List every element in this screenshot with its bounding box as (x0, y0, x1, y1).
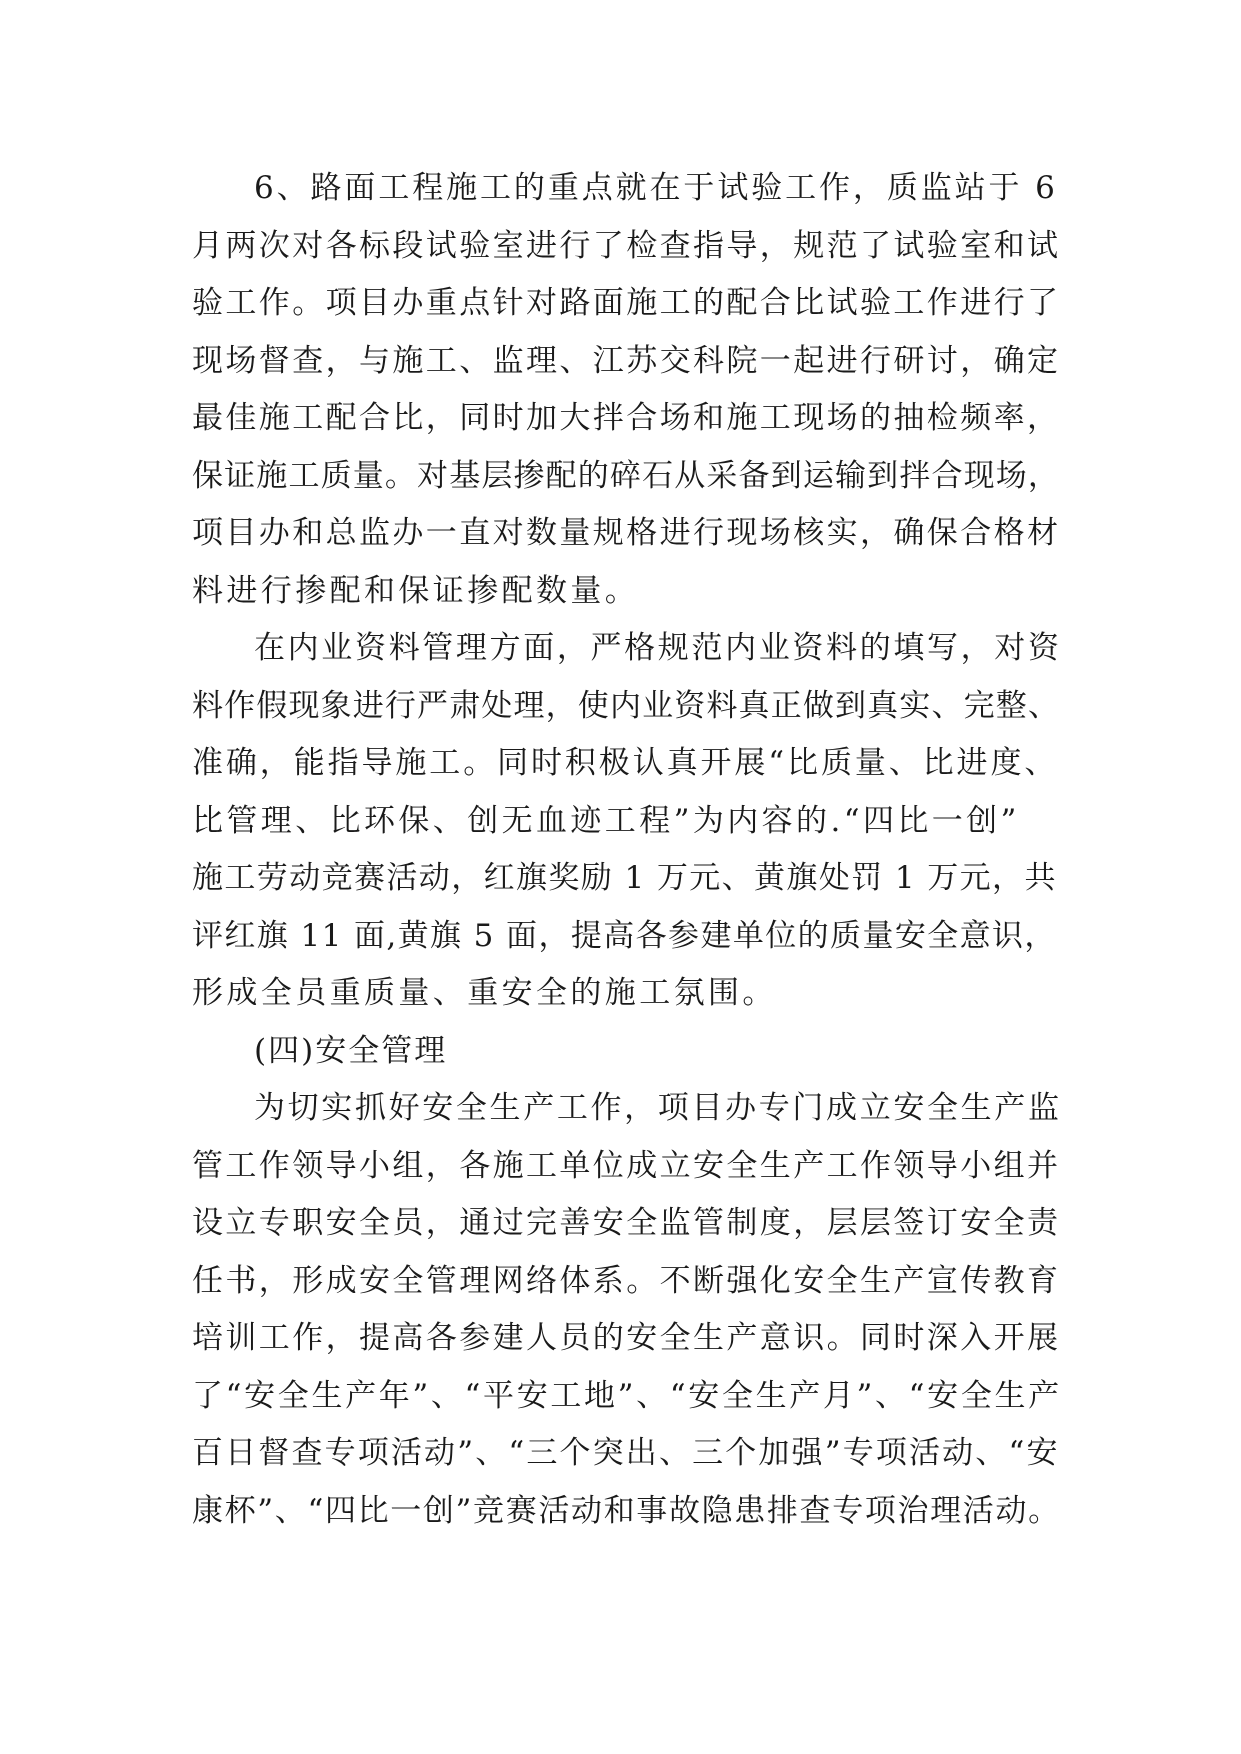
text-line: 项目办和总监办一直对数量规格进行现场核实，确保合格材 (192, 515, 1061, 551)
text-line: 评红旗 11 面,黄旗 5 面，提高各参建单位的质量安全意识， (192, 917, 1057, 954)
text-line: 施工劳动竞赛活动，红旗奖励 1 万元、黄旗处罚 1 万元，共 (192, 860, 1057, 896)
text-line: 为切实抓好安全生产工作，项目办专门成立安全生产监 (254, 1090, 1062, 1126)
text-line: 最佳施工配合比，同时加大拌合场和施工现场的抽检频率， (192, 400, 1061, 436)
text-line: 准确，能指导施工。同时积极认真开展“比质量、比进度、 (192, 745, 1059, 781)
text-line: 料进行掺配和保证掺配数量。 (192, 572, 640, 609)
text-line: 管工作领导小组，各施工单位成立安全生产工作领导小组并 (192, 1147, 1061, 1184)
text-line: 6、路面工程施工的重点就在于试验工作，质监站于 6 (254, 170, 1058, 206)
document-body (192, 160, 1062, 1540)
text-line: 料作假现象进行严肃处理，使内业资料真正做到真实、完整、 (192, 687, 1061, 724)
text-line: 在内业资料管理方面，严格规范内业资料的填写，对资 (254, 630, 1062, 666)
text-line: 康杯”、“四比一创”竞赛活动和事故隐患排查专项治理活动。 (192, 1492, 1061, 1529)
text-line: 月两次对各标段试验室进行了检查指导，规范了试验室和试 (192, 227, 1061, 264)
text-line: 比管理、比环保、创无血迹工程”为内容的.“四比一创” (192, 802, 1020, 839)
section-heading: (四)安全管理 (254, 1032, 448, 1069)
text-line: 验工作。项目办重点针对路面施工的配合比试验工作进行了 (192, 285, 1061, 321)
text-line: 现场督查，与施工、监理、江苏交科院一起进行研讨，确定 (192, 342, 1061, 379)
text-line: 百日督查专项活动”、“三个突出、三个加强”专项活动、“安 (192, 1435, 1060, 1471)
text-line: 形成全员重质量、重安全的施工氛围。 (192, 975, 777, 1011)
text-line: 了“安全生产年”、“平安工地”、“安全生产月”、“安全生产 (192, 1377, 1062, 1414)
text-line: 任书，形成安全管理网络体系。不断强化安全生产宣传教育 (192, 1262, 1061, 1299)
text-line: 保证施工质量。对基层掺配的碎石从采备到运输到拌合现场， (192, 457, 1061, 494)
text-line: 设立专职安全员，通过完善安全监管制度，层层签订安全责 (192, 1205, 1061, 1241)
text-line: 培训工作，提高各参建人员的安全生产意识。同时深入开展 (192, 1320, 1061, 1356)
